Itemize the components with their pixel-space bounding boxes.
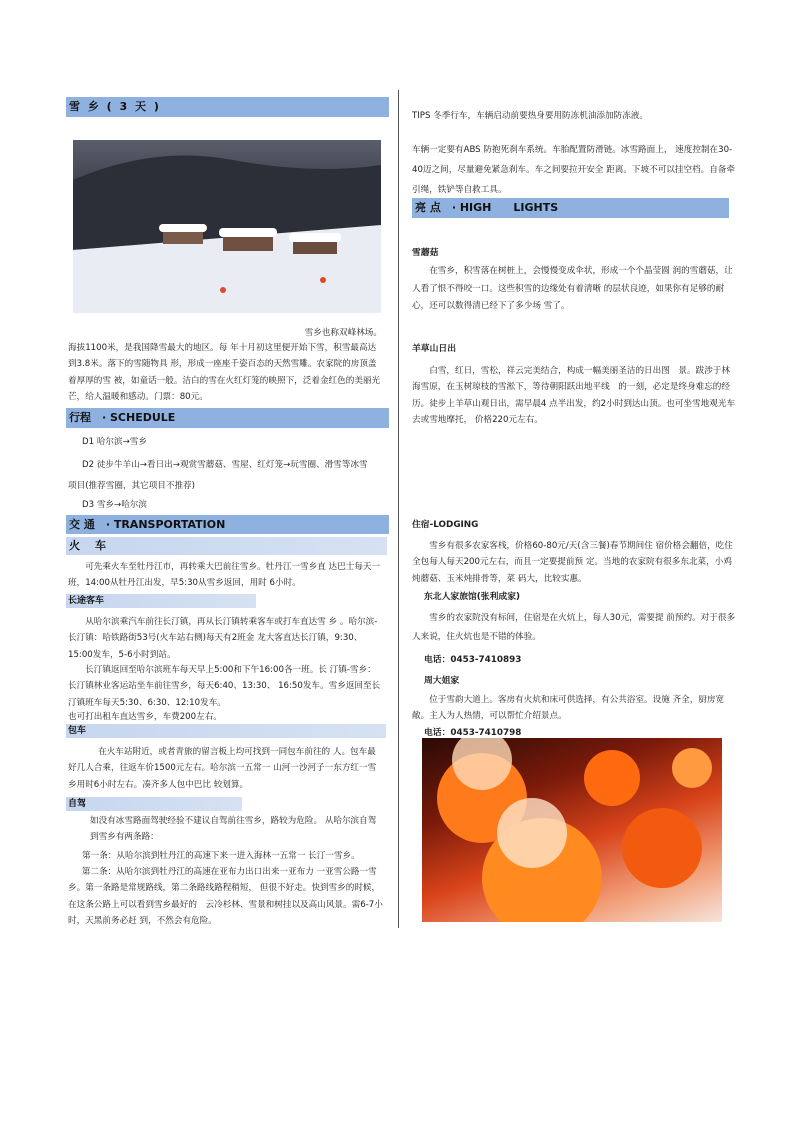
inn-2-text: 位于雪韵大道上。客房有火炕和床可供选择，有公共浴室。设施 齐全，厨房宽敞。主人为人热情，可以帮忙介绍景点。 (412, 695, 725, 722)
sunrise-text: 白雪，红日，雪松，祥云完美结合，构成一幅美丽圣洁的日出图 景。跋涉于林海雪原，在玉树琼枝的雪淞下，等待朝阳跃出地平线 的一刻，必定是终身难忘的经历。徒步上羊草山观日出，需早晨4 点半出发，约2小时到达山顶。也可坐雪地观光车去或雪地摩托， 价格220元左右。 (412, 366, 736, 426)
charter-text: 在火车站附近，或者青旅的留言板上均可找到一同包车前往的 人。包车最好几人合乘，往返车价1500元左右。哈尔滨一五常一 山河一沙河子一东方红一雪乡用时6小时左右。凑齐多人包中巴比 较划算。 (68, 747, 377, 790)
snow-village-photo (73, 140, 381, 313)
tips-detail-text: 车辆一定要有ABS 防抱死刹车系统。车胎配置防滑链。冰雪路面上， 速度控制在30-40迈之间，尽量避免紧急刹车。车之间要拉开安全 距离。下坡不可以挂空档。自备牵引绳，铁铲等自救工具。 (412, 145, 736, 195)
bus-text-3: 也可打出租车直达雪乡，车费200左右。 (68, 712, 222, 722)
transport-heading: 交 通 · TRANSPORTATION (66, 515, 389, 534)
photo-illustration (422, 738, 722, 922)
mushroom-heading: 雪蘑菇 (412, 248, 439, 258)
inn-1-text: 雪乡的农家院没有标间，住宿是在火炕上，每人30元，需要提 前预约。对于很多人来说，住火炕也是不错的体验。 (412, 613, 736, 642)
tips-text: TIPS 冬季行车，车辆启动前要热身要用防冻机油添加防冻液。 (412, 111, 648, 121)
drive-text: 如没有冰雪路面驾驶经验不建议自驾前往雪乡，路较为危险。 从哈尔滨自驾到雪乡有两条路： (90, 816, 377, 843)
charter-heading: 包车 (66, 724, 386, 738)
bus-text-2: 长汀镇返回至哈尔滨班车每天早上5:00和下午16:00各一班。长 汀镇-雪乡：长汀镇林业客运站坐车前往雪乡，每天6:40、13:30、 16:50发车。雪乡返回至长汀镇班车每天5:30、6:30、12:10发车。 (68, 665, 381, 708)
inn-2-phone: 电话：0453-7410798 (424, 728, 522, 738)
inn-1-phone: 电话：0453-7410893 (424, 655, 522, 665)
schedule-day-2: D2 徒步牛羊山→看日出→观赏雪蘑菇、雪屋、红灯笼→玩雪圈、滑雪等冰雪 (82, 460, 368, 470)
bus-text-1: 从哈尔滨乘汽车前往长汀镇，再从长汀镇转乘客车或打车直达雪 乡 。哈尔滨-长汀镇：哈铁路街53号(火车站右侧)每天有2班金 龙大客直达长汀镇，9:30、15:00发车，5-6小时到站。 (68, 617, 378, 660)
train-heading: 火 车 (66, 537, 387, 555)
red-lantern-snow-photo (422, 738, 722, 922)
schedule-day-3: D3 雪乡→哈尔滨 (82, 500, 147, 510)
schedule-heading: 行程 · SCHEDULE (66, 408, 389, 428)
lodging-heading: 住宿-LODGING (412, 520, 479, 530)
drive-route-2: 第二条：从哈尔滨到牡丹江的高速在亚布力出口出来一亚布力 一亚雪公路一雪乡。第一条路是常规路线，第二条路线路程稍短， 但很不好走。快到雪乡的时候，在这条公路上可以看到雪乡最好的 云冷杉林、雪景和树挂以及高山风景。需6-7小时，天黑前务必赶 到，不然会有危险。 (68, 867, 383, 927)
sunrise-heading: 羊草山日出 (412, 344, 456, 354)
schedule-day-2-note: 项目(推荐雪圈，其它项目不推荐) (68, 481, 196, 491)
bus-heading: 长途客车 (66, 594, 256, 608)
photo-caption: 雪乡也称双峰林场。 (304, 328, 382, 338)
drive-heading: 自驾 (66, 797, 242, 811)
train-text: 可先乘火车至牡丹江市，再转乘大巴前往雪乡。牡丹江一雪乡直 达巴士每天一班，14:00从牡丹江出发，早5:30从雪乡返回，用时 6小时。 (68, 562, 381, 589)
section-title: 雪 乡 ( 3 天 ) (66, 97, 389, 117)
mushroom-text: 在雪乡，积雪落在树桩上，会慢慢变成伞状，形成一个个晶莹圆 润的雪蘑菇，让人看了恨不得咬一口。这些积雪的边缘处有着清晰 的层状良迹，如果你有足够的耐心，还可以数得清已经下了多少场 雪了。 (412, 266, 733, 311)
inn-1-name: 东北人家旅馆(张利成家) (424, 592, 521, 602)
intro-text: 海拔1100米，是我国降雪最大的地区。每 年十月初这里便开始下雪，积雪最高达到3.8米。落下的雪随物具 形，形成一座座千姿百态的天然雪雕。农家院的房顶盖着厚厚的雪 被，如童话一般。洁白的雪在火红灯笼的映照下，泛着金红色的美丽光芒，给人温暖和感动。门票：80元。 (68, 343, 381, 403)
schedule-day-1: D1 哈尔滨→雪乡 (82, 437, 147, 447)
column-divider (398, 90, 399, 928)
photo-illustration (73, 140, 381, 313)
highlights-heading: 亮 点 · HIGH LIGHTS (412, 198, 729, 218)
drive-route-1: 第一条：从哈尔滨到牡丹江的高速下来一进入海林一五常一 长汀一雪乡。 (82, 851, 360, 861)
inn-2-name: 周大姐家 (424, 676, 460, 686)
lodging-text: 雪乡有很多农家客栈，价格60-80元/天(含三餐)春节期间住 宿价格会翻倍，吃住全包每人每天200元左右，而且一定要提前预 定。当地的农家院有很多东北菜，小鸡炖蘑菇、玉米炖排骨等，菜 码大，比较实惠。 (412, 541, 733, 584)
